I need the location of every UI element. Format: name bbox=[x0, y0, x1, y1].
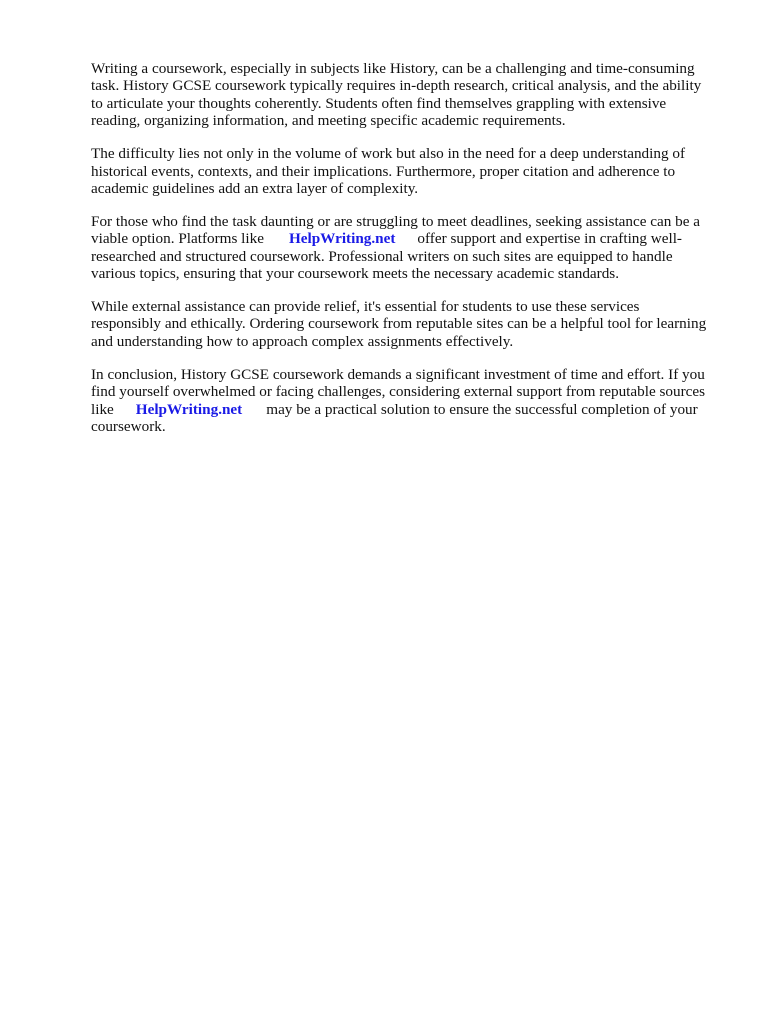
text-line: Writing a coursework, especially in subjects like History, can be a challenging and time-consuming bbox=[91, 60, 695, 77]
helpwriting-link[interactable]: HelpWriting.net bbox=[135, 400, 243, 418]
document-page bbox=[91, 60, 726, 451]
text-line: historical events, contexts, and their implications. Furthermore, proper citation and adherence to bbox=[91, 162, 676, 180]
text-line: For those who find the task daunting or are struggling to meet deadlines, seeking assistance can be a bbox=[91, 212, 701, 230]
text-line: to articulate your thoughts coherently. Students often find themselves grappling with extensive bbox=[91, 94, 667, 112]
text-line: responsibly and ethically. Ordering coursework from reputable sites can be a helpful tool for learning bbox=[91, 315, 707, 333]
text-line: reading, organizing information, and meeting specific academic requirements. bbox=[91, 112, 566, 130]
paragraph-intro bbox=[91, 60, 726, 130]
text-line: various topics, ensuring that your coursework meets the necessary academic standards. bbox=[91, 265, 620, 283]
text-segment: like bbox=[91, 400, 114, 418]
text-line: In conclusion, History GCSE coursework demands a significant investment of time and effort. If you bbox=[91, 365, 705, 383]
text-line: task. History GCSE coursework typically requires in-depth research, critical analysis, and the ability bbox=[91, 77, 702, 95]
text-segment: may be a practical solution to ensure the successful completion of your bbox=[266, 400, 698, 418]
text-segment: viable option. Platforms like bbox=[91, 230, 264, 248]
paragraph-ethics bbox=[91, 298, 726, 350]
text-line: coursework. bbox=[91, 418, 166, 436]
text-line: researched and structured coursework. Professional writers on such sites are equipped to handle bbox=[91, 247, 673, 265]
paragraph-difficulty bbox=[91, 145, 726, 197]
text-line: academic guidelines add an extra layer of complexity. bbox=[91, 179, 419, 197]
helpwriting-link[interactable]: HelpWriting.net bbox=[288, 230, 396, 248]
text-line-with-link bbox=[91, 230, 726, 247]
text-segment: offer support and expertise in crafting well- bbox=[417, 230, 682, 248]
text-line: and understanding how to approach complex assignments effectively. bbox=[91, 332, 514, 350]
text-line: The difficulty lies not only in the volume of work but also in the need for a deep understanding of bbox=[91, 145, 686, 163]
paragraph-conclusion bbox=[91, 366, 726, 436]
paragraph-assistance bbox=[91, 213, 726, 283]
text-line: While external assistance can provide relief, it's essential for students to use these services bbox=[91, 298, 640, 316]
text-line-with-link bbox=[91, 401, 726, 418]
text-line: find yourself overwhelmed or facing challenges, considering external support from reputable sources bbox=[91, 383, 706, 401]
